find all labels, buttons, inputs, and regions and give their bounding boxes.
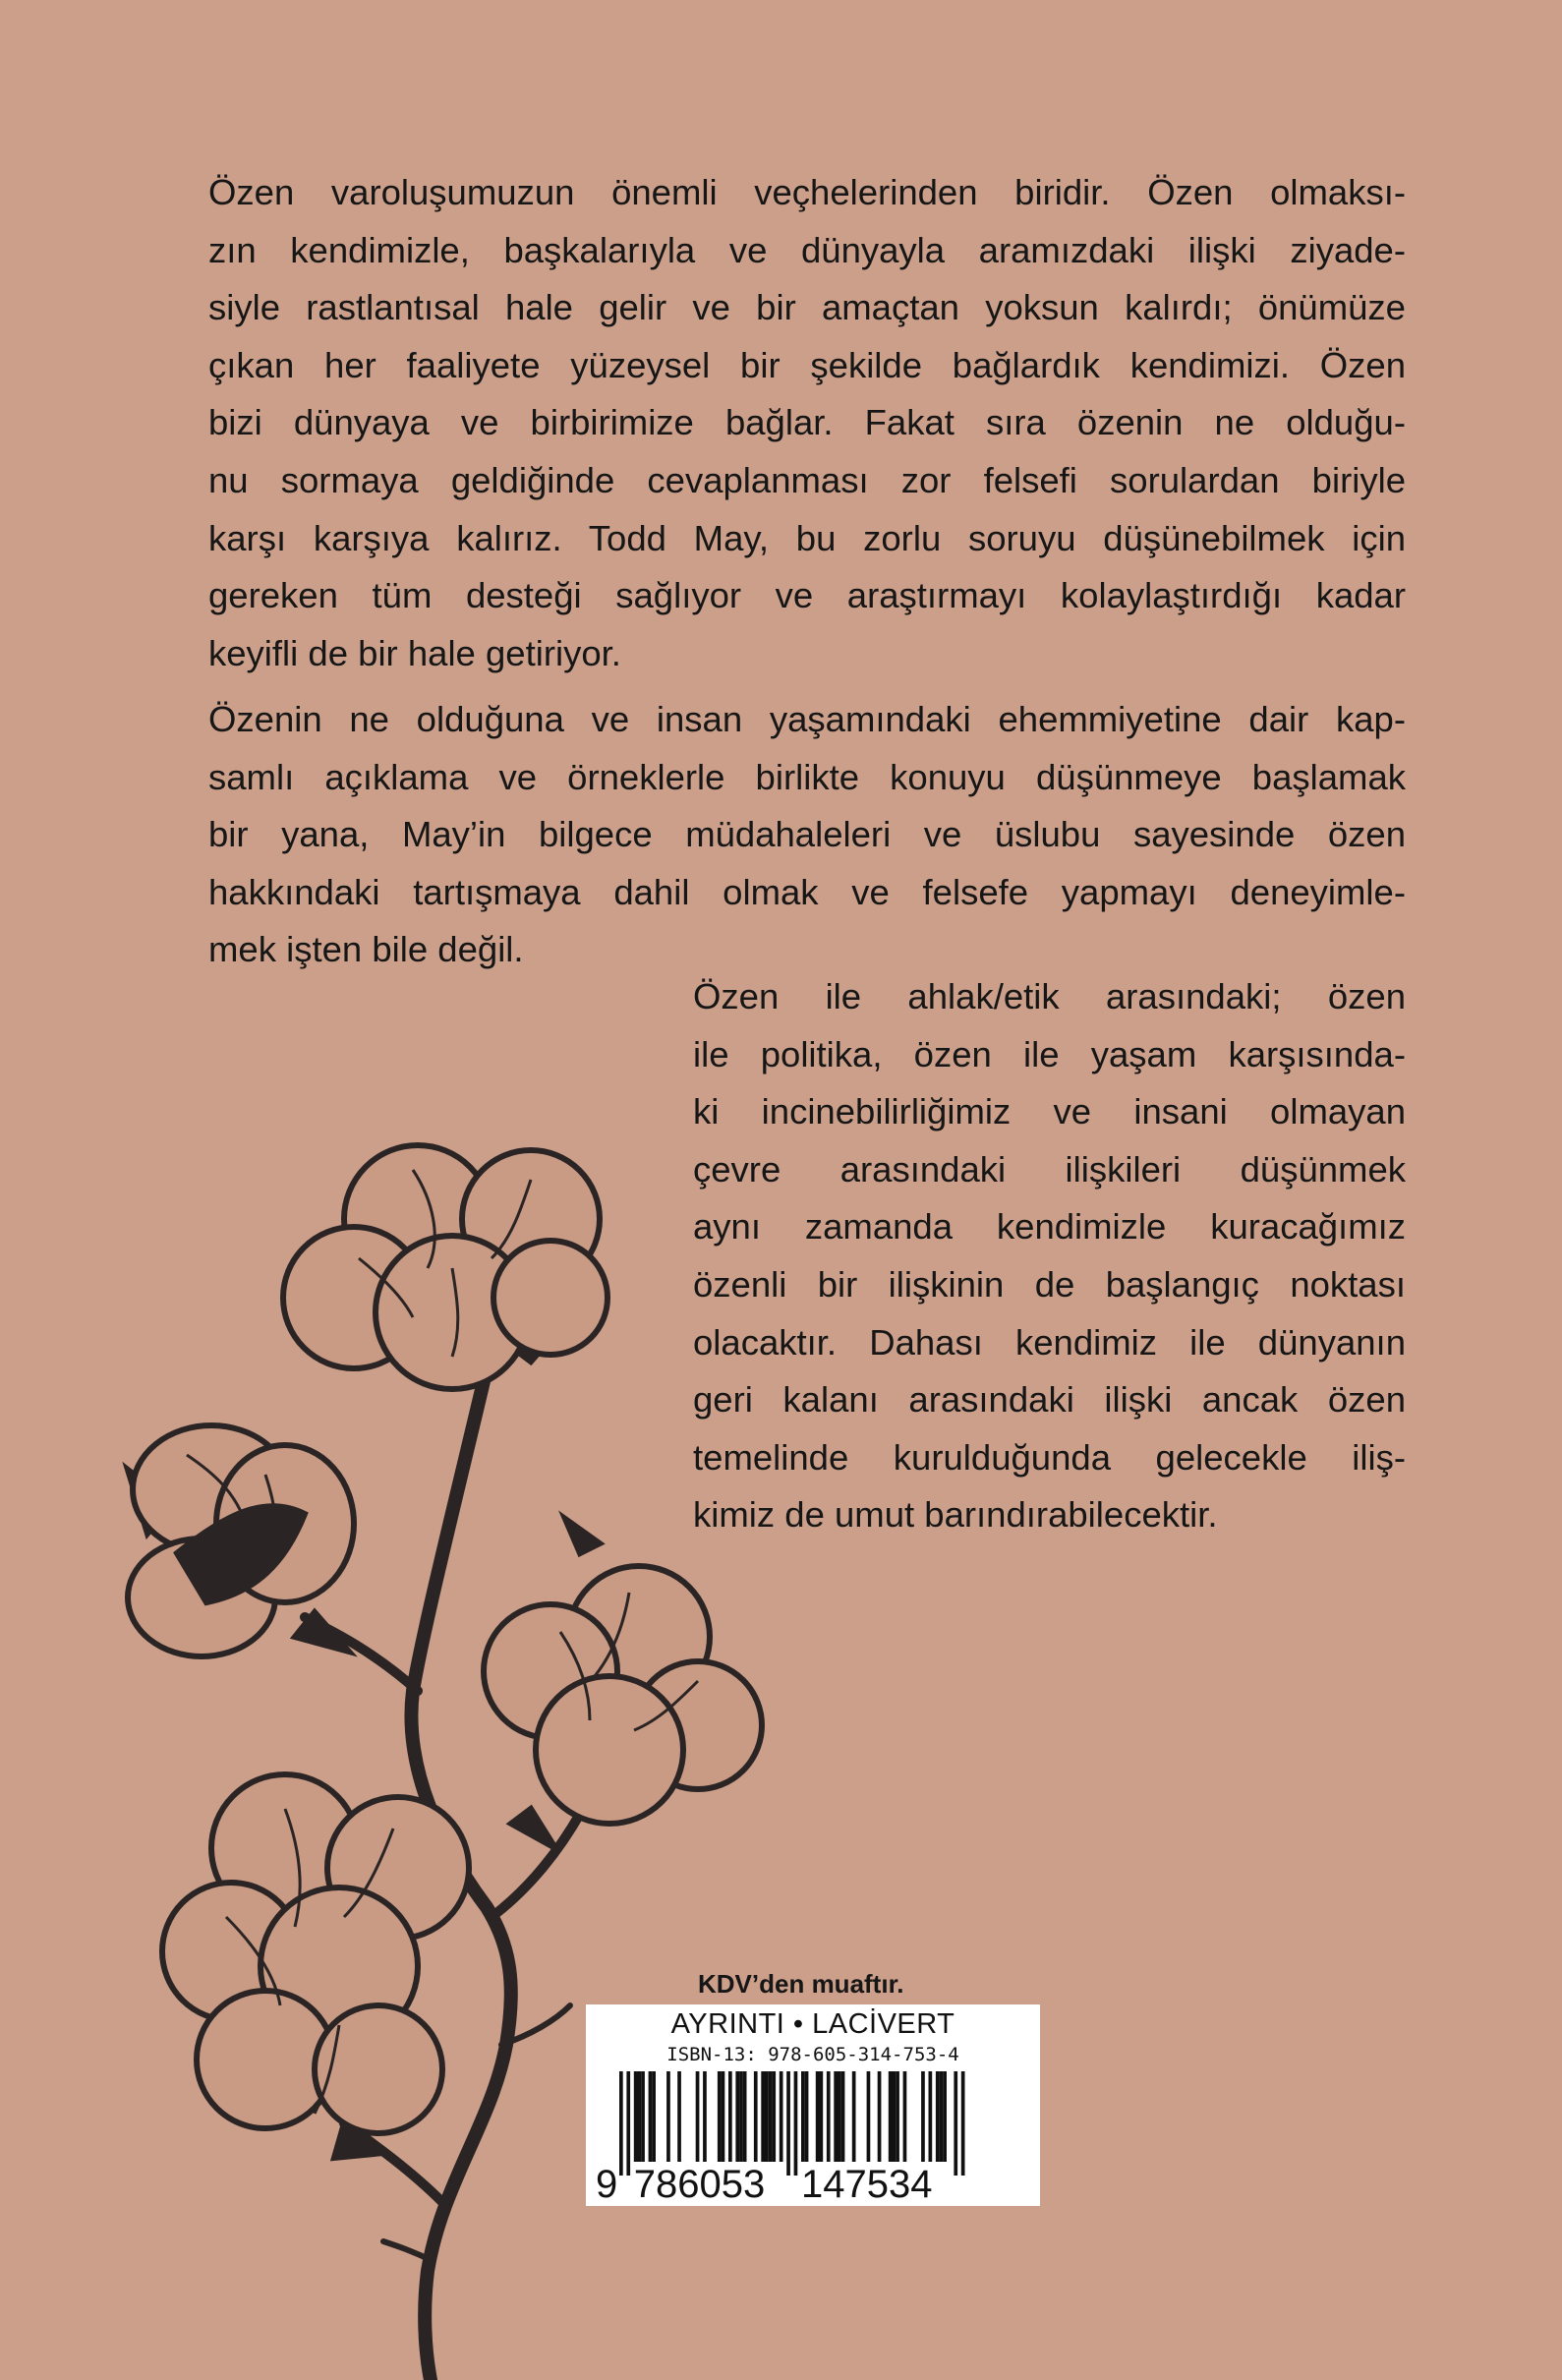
barcode-bar bbox=[786, 2071, 790, 2176]
text-line: bizi dünyaya ve birbirimize bağlar. Fakat sıra özenin ne olduğu- bbox=[208, 402, 1406, 443]
barcode-digits bbox=[586, 2163, 1040, 2204]
text-line: Özenin ne olduğuna ve insan yaşamındaki ehemmiyetine dair kap- bbox=[208, 699, 1406, 739]
barcode-bar bbox=[921, 2071, 925, 2162]
barcode-bar bbox=[936, 2071, 940, 2162]
publisher-imprint: AYRINTI • LACİVERT bbox=[670, 2008, 955, 2040]
text-line: Özen varoluşumuzun önemli veçhelerinden biridir. Özen olmaksı- bbox=[208, 172, 1406, 212]
barcode-digit-lead: 9 bbox=[596, 2163, 618, 2206]
barcode-bar bbox=[649, 2071, 653, 2162]
barcode-bar bbox=[805, 2071, 809, 2162]
text-line: kimiz de umut barındırabilecektir. bbox=[693, 1494, 1218, 1536]
text-line: temelinde kurulduğunda gelecekle iliş- bbox=[693, 1436, 1406, 1478]
isbn-barcode bbox=[586, 2004, 1040, 2206]
cotton-boll-left-icon bbox=[128, 1425, 354, 1656]
barcode-bar bbox=[735, 2071, 739, 2162]
text-line: samlı açıklama ve örneklerle birlikte konuyu düşünmeye başlamak bbox=[208, 756, 1406, 797]
barcode-bar bbox=[893, 2071, 897, 2162]
barcode-bar bbox=[943, 2071, 947, 2162]
barcode-bar bbox=[638, 2071, 642, 2162]
barcode-bar bbox=[743, 2071, 747, 2162]
barcode-bar bbox=[780, 2071, 783, 2162]
text-line: gereken tüm desteği sağlıyor ve araştırmayı kolaylaştırdığı kadar bbox=[208, 575, 1406, 616]
text-line: özenli bir ilişkinin de başlangıç noktası bbox=[693, 1263, 1406, 1305]
barcode-bar bbox=[961, 2071, 965, 2176]
barcode-bar bbox=[754, 2071, 758, 2162]
barcode-bar bbox=[769, 2071, 773, 2162]
tax-exemption-note: KDV’den muaftır. bbox=[698, 1969, 904, 1999]
barcode-bar bbox=[703, 2071, 707, 2162]
barcode-bar bbox=[677, 2071, 681, 2162]
text-line: çevre arasındaki ilişkileri düşünmek bbox=[693, 1148, 1406, 1190]
barcode-bar bbox=[838, 2071, 841, 2162]
text-line: Özen ile ahlak/etik arasındaki; özen bbox=[693, 976, 1406, 1016]
barcode-bar bbox=[841, 2071, 845, 2162]
barcode-bar bbox=[619, 2071, 623, 2176]
text-line: karşı karşıya kalırız. Todd May, bu zorlu soruyu düşünebilmek için bbox=[208, 517, 1406, 558]
barcode-bar bbox=[929, 2071, 933, 2162]
barcode-bar bbox=[728, 2071, 732, 2162]
barcode-bar bbox=[801, 2071, 805, 2162]
barcode-bar bbox=[940, 2071, 944, 2162]
text-line: hakkındaki tartışmaya dahil olmak ve felsefe yapmayı deneyimle- bbox=[208, 871, 1406, 912]
barcode-bar bbox=[896, 2071, 899, 2162]
text-line: zın kendimizle, başkalarıyla ve dünyayla aramızdaki ilişki ziyade- bbox=[208, 229, 1406, 270]
cotton-boll-top-icon bbox=[283, 1145, 607, 1389]
isbn-text: ISBN-13: 978-605-314-753-4 bbox=[666, 2044, 959, 2065]
barcode-bar bbox=[626, 2071, 630, 2176]
barcode-bar bbox=[652, 2071, 656, 2162]
blurb-paragraph-1 bbox=[208, 164, 1406, 682]
barcode-bar bbox=[722, 2071, 725, 2162]
barcode-bar bbox=[765, 2071, 769, 2162]
barcode-bar bbox=[878, 2071, 882, 2162]
barcode-bar bbox=[867, 2071, 871, 2162]
blurb-paragraph-2 bbox=[208, 691, 1406, 979]
text-line: çıkan her faaliyete yüzeysel bir şekilde bağlardık kendimizi. Özen bbox=[208, 344, 1406, 385]
barcode-bar bbox=[816, 2071, 820, 2162]
barcode-digit-group-right: 147534 bbox=[801, 2163, 933, 2206]
barcode-bar bbox=[634, 2071, 638, 2162]
text-line: ile politika, özen ile yaşam karşısında- bbox=[693, 1033, 1406, 1074]
text-line: olacaktır. Dahası kendimiz ile dünyanın bbox=[693, 1321, 1406, 1363]
blurb-paragraph-3 bbox=[693, 968, 1406, 1544]
barcode-bar bbox=[820, 2071, 824, 2162]
cotton-boll-right-icon bbox=[484, 1519, 762, 1848]
barcode-bar bbox=[903, 2071, 907, 2162]
barcode-bar bbox=[641, 2071, 645, 2162]
barcode-digit-group-left: 786053 bbox=[633, 2163, 766, 2206]
text-line: siyle rastlantısal hale gelir ve bir amaçtan yoksun kalırdı; önümüze bbox=[208, 287, 1406, 328]
barcode-bar bbox=[739, 2071, 743, 2162]
cotton-boll-bottom-icon bbox=[162, 1774, 469, 2158]
text-line: geri kalanı arasındaki ilişki ancak özen bbox=[693, 1379, 1406, 1421]
barcode-bar bbox=[794, 2071, 798, 2176]
barcode-bar bbox=[852, 2071, 856, 2162]
barcode-bar bbox=[696, 2071, 700, 2162]
barcode-bar bbox=[718, 2071, 722, 2162]
text-line: keyifli de bir hale getiriyor. bbox=[208, 632, 621, 673]
text-line: nu sormaya geldiğinde cevaplanması zor felsefi sorulardan biriyle bbox=[208, 459, 1406, 500]
barcode-bar bbox=[834, 2071, 838, 2162]
barcode-bar bbox=[889, 2071, 893, 2162]
text-line: mek işten bile değil. bbox=[208, 929, 524, 970]
barcode-bar bbox=[954, 2071, 957, 2176]
barcode-bar bbox=[772, 2071, 776, 2162]
text-line: bir yana, May’in bilgece müdahaleleri ve üslubu sayesinde özen bbox=[208, 814, 1406, 855]
barcode-bar bbox=[761, 2071, 765, 2162]
text-line: ki incinebilirliğimiz ve insani olmayan bbox=[693, 1091, 1406, 1132]
barcode-bar bbox=[666, 2071, 670, 2162]
text-line: aynı zamanda kendimizle kuracağımız bbox=[693, 1206, 1406, 1248]
barcode-bar bbox=[827, 2071, 831, 2162]
